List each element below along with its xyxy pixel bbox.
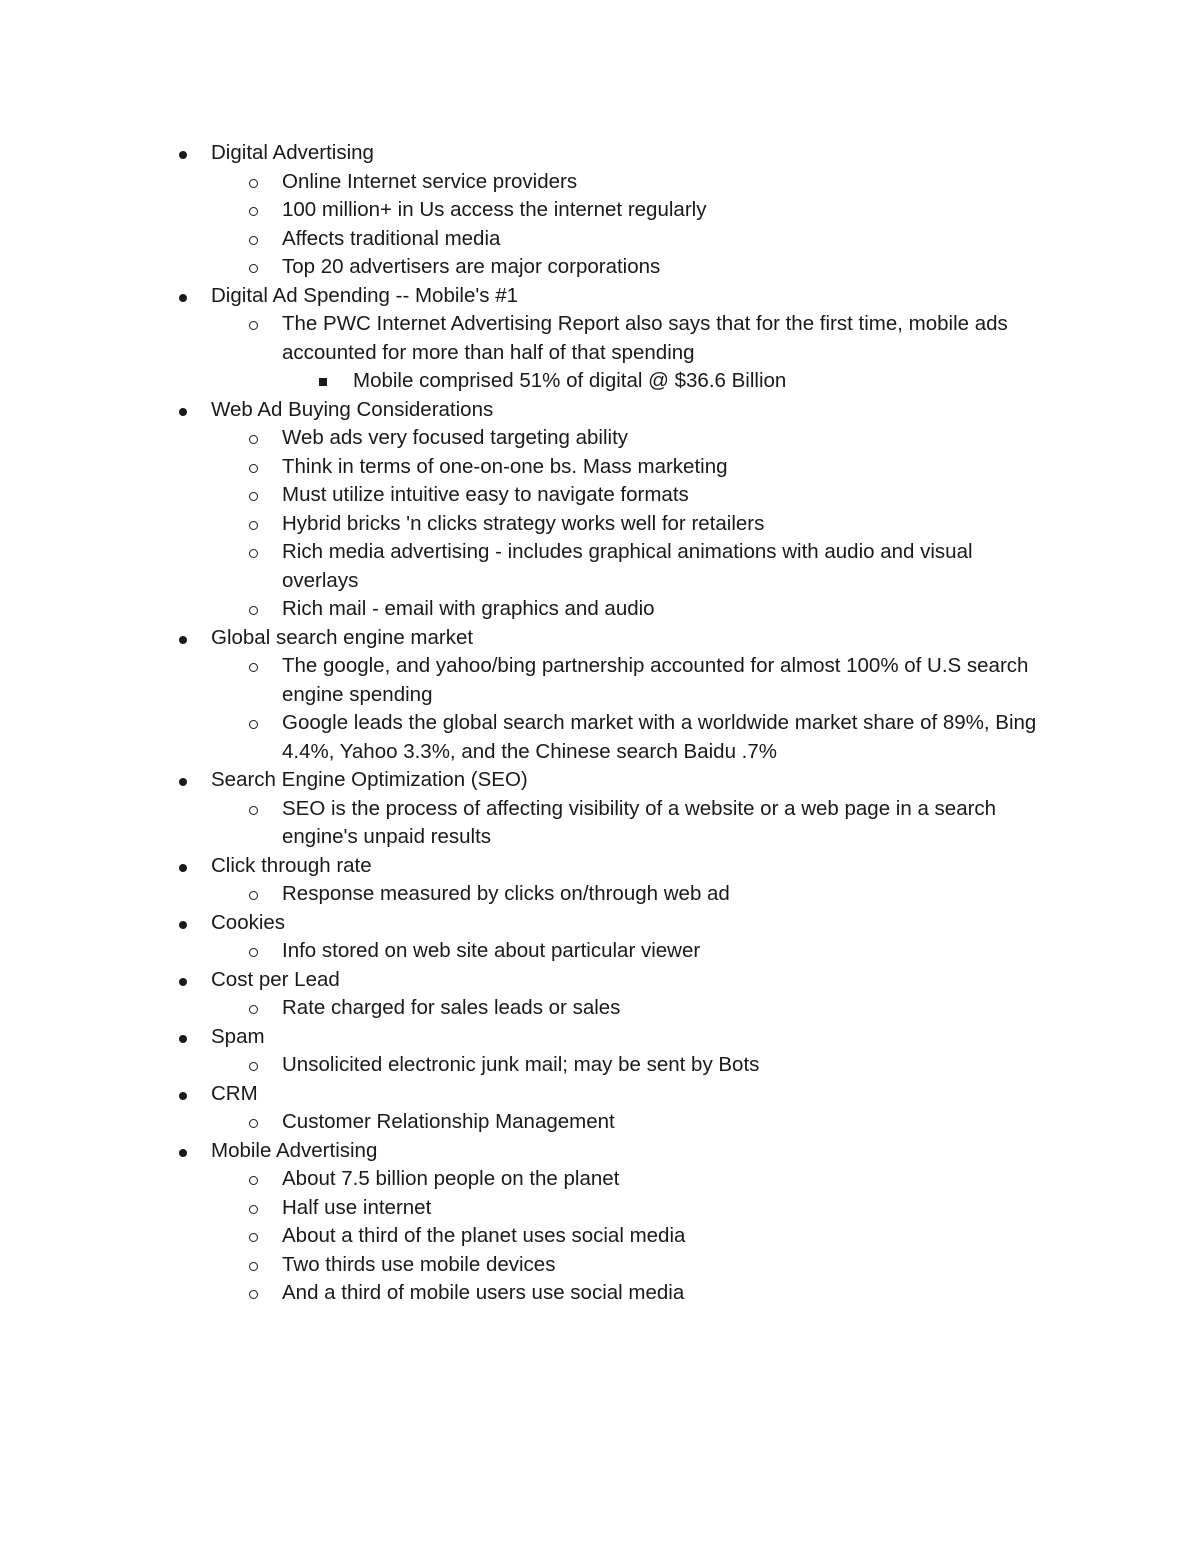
hollow-circle-bullet-icon — [249, 264, 258, 273]
hollow-circle-bullet-icon — [249, 1262, 258, 1271]
item-text: Top 20 advertisers are major corporations — [282, 255, 661, 278]
filled-disc-bullet-icon — [179, 1092, 187, 1100]
hollow-circle-bullet-icon — [249, 492, 258, 501]
top-level-item — [0, 966, 1200, 1023]
item-text: SEO is the process of affecting visibility of a website or a web page in a search engine's unpaid results — [282, 796, 997, 848]
item-text: Hybrid bricks 'n clicks strategy works well for retailers — [282, 511, 765, 535]
item-text: Digital Ad Spending -- Mobile's #1 — [211, 283, 519, 307]
bullet-outline — [0, 139, 1200, 1308]
item-text: Cookies — [211, 910, 286, 934]
sub-item — [0, 1165, 1200, 1194]
item-text: Spam — [211, 1024, 265, 1048]
hollow-circle-bullet-icon — [249, 1062, 258, 1071]
sub-item — [0, 1279, 1200, 1308]
item-text: Online Internet service providers — [282, 169, 578, 193]
nested-list — [282, 367, 1200, 396]
sub-item — [0, 225, 1200, 254]
hollow-circle-bullet-icon — [249, 720, 258, 729]
item-text: Think in terms of one-on-one bs. Mass marketing — [282, 454, 728, 478]
hollow-circle-bullet-icon — [249, 179, 258, 188]
sub-item — [0, 1108, 1200, 1137]
top-level-item — [0, 139, 1200, 282]
sub-item — [0, 595, 1200, 624]
item-text: Affects traditional media — [282, 226, 501, 250]
hollow-circle-bullet-icon — [249, 435, 258, 444]
sub-item — [0, 453, 1200, 482]
item-text: Mobile comprised 51% of digital @ $36.6 Billion — [353, 369, 787, 392]
sub-item — [0, 481, 1200, 510]
hollow-circle-bullet-icon — [249, 948, 258, 957]
filled-square-bullet-icon — [319, 378, 327, 386]
nested-list — [211, 168, 1200, 282]
sub-item — [0, 1251, 1200, 1280]
nested-list — [211, 652, 1200, 766]
filled-disc-bullet-icon — [179, 636, 187, 644]
top-level-item — [0, 1137, 1200, 1308]
nested-list — [211, 1108, 1200, 1137]
item-text: Search Engine Optimization (SEO) — [211, 768, 528, 791]
item-text: Cost per Lead — [211, 967, 340, 991]
nested-list — [211, 310, 1200, 396]
nested-list — [211, 795, 1200, 852]
sub-item — [0, 1194, 1200, 1223]
filled-disc-bullet-icon — [179, 921, 187, 929]
top-level-item — [0, 1023, 1200, 1080]
filled-disc-bullet-icon — [179, 864, 187, 872]
top-level-item — [0, 909, 1200, 966]
filled-disc-bullet-icon — [179, 1149, 187, 1157]
item-text: Global search engine market — [211, 625, 474, 649]
filled-disc-bullet-icon — [179, 778, 187, 786]
hollow-circle-bullet-icon — [249, 663, 258, 672]
item-text: Rate charged for sales leads or sales — [282, 996, 621, 1019]
item-text: Rich mail - email with graphics and audio — [282, 597, 655, 620]
item-text: About 7.5 billion people on the planet — [282, 1167, 620, 1190]
item-text: CRM — [211, 1081, 258, 1105]
nested-list — [211, 424, 1200, 624]
item-text: Mobile Advertising — [211, 1138, 378, 1162]
sub-item — [0, 880, 1200, 909]
nested-list — [211, 937, 1200, 966]
top-level-item — [0, 624, 1200, 767]
sub-item — [0, 709, 1200, 766]
nested-list — [211, 994, 1200, 1023]
sub-item — [0, 424, 1200, 453]
sub-item — [0, 1051, 1200, 1080]
item-text: Web ads very focused targeting ability — [282, 426, 629, 449]
hollow-circle-bullet-icon — [249, 521, 258, 530]
hollow-circle-bullet-icon — [249, 891, 258, 900]
sub-item — [0, 937, 1200, 966]
filled-disc-bullet-icon — [179, 151, 187, 159]
item-text: Two thirds use mobile devices — [282, 1252, 556, 1276]
hollow-circle-bullet-icon — [249, 1005, 258, 1014]
item-text: Click through rate — [211, 853, 372, 877]
item-text: Customer Relationship Management — [282, 1110, 615, 1133]
hollow-circle-bullet-icon — [249, 1233, 258, 1242]
hollow-circle-bullet-icon — [249, 1119, 258, 1128]
item-text: Half use internet — [282, 1195, 432, 1219]
sub-item — [0, 168, 1200, 197]
top-level-item — [0, 1080, 1200, 1137]
sub-item — [0, 1222, 1200, 1251]
document-page — [0, 139, 1200, 1308]
item-text: 100 million+ in Us access the internet regularly — [282, 198, 707, 221]
item-text: Must utilize intuitive easy to navigate formats — [282, 483, 689, 506]
hollow-circle-bullet-icon — [249, 806, 258, 815]
top-level-item — [0, 852, 1200, 909]
hollow-circle-bullet-icon — [249, 236, 258, 245]
item-text: Response measured by clicks on/through web ad — [282, 882, 730, 905]
hollow-circle-bullet-icon — [249, 464, 258, 473]
hollow-circle-bullet-icon — [249, 1205, 258, 1214]
item-text: And a third of mobile users use social media — [282, 1281, 685, 1304]
sub-item — [0, 538, 1200, 595]
sub-item — [0, 310, 1200, 396]
item-text: The google, and yahoo/bing partnership accounted for almost 100% of U.S search engine spending — [282, 654, 1029, 706]
nested-list — [211, 1165, 1200, 1308]
item-text: Unsolicited electronic junk mail; may be sent by Bots — [282, 1053, 760, 1076]
nested-list — [211, 1051, 1200, 1080]
hollow-circle-bullet-icon — [249, 606, 258, 615]
top-level-item — [0, 766, 1200, 852]
sub-item — [0, 652, 1200, 709]
hollow-circle-bullet-icon — [249, 1290, 258, 1299]
sub-item — [0, 510, 1200, 539]
hollow-circle-bullet-icon — [249, 207, 258, 216]
filled-disc-bullet-icon — [179, 978, 187, 986]
sub-item — [0, 253, 1200, 282]
item-text: Web Ad Buying Considerations — [211, 397, 494, 421]
item-text: The PWC Internet Advertising Report also says that for the first time, mobile ads accounted for more than half of that spending — [282, 312, 1008, 364]
sub-item — [0, 795, 1200, 852]
nested-list — [211, 880, 1200, 909]
item-text: Google leads the global search market with a worldwide market share of 89%, Bing 4.4%, Yahoo 3.3%, and the Chinese search Baidu .7% — [282, 711, 1037, 763]
hollow-circle-bullet-icon — [249, 1176, 258, 1185]
item-text: About a third of the planet uses social media — [282, 1224, 686, 1247]
top-level-item — [0, 282, 1200, 396]
item-text: Digital Advertising — [211, 141, 374, 164]
sub-sub-item — [0, 367, 1200, 396]
item-text: Rich media advertising - includes graphical animations with audio and visual overlays — [282, 540, 973, 592]
top-level-item — [0, 396, 1200, 624]
filled-disc-bullet-icon — [179, 294, 187, 302]
hollow-circle-bullet-icon — [249, 549, 258, 558]
sub-item — [0, 994, 1200, 1023]
sub-item — [0, 196, 1200, 225]
hollow-circle-bullet-icon — [249, 321, 258, 330]
filled-disc-bullet-icon — [179, 408, 187, 416]
item-text: Info stored on web site about particular viewer — [282, 939, 701, 962]
filled-disc-bullet-icon — [179, 1035, 187, 1043]
